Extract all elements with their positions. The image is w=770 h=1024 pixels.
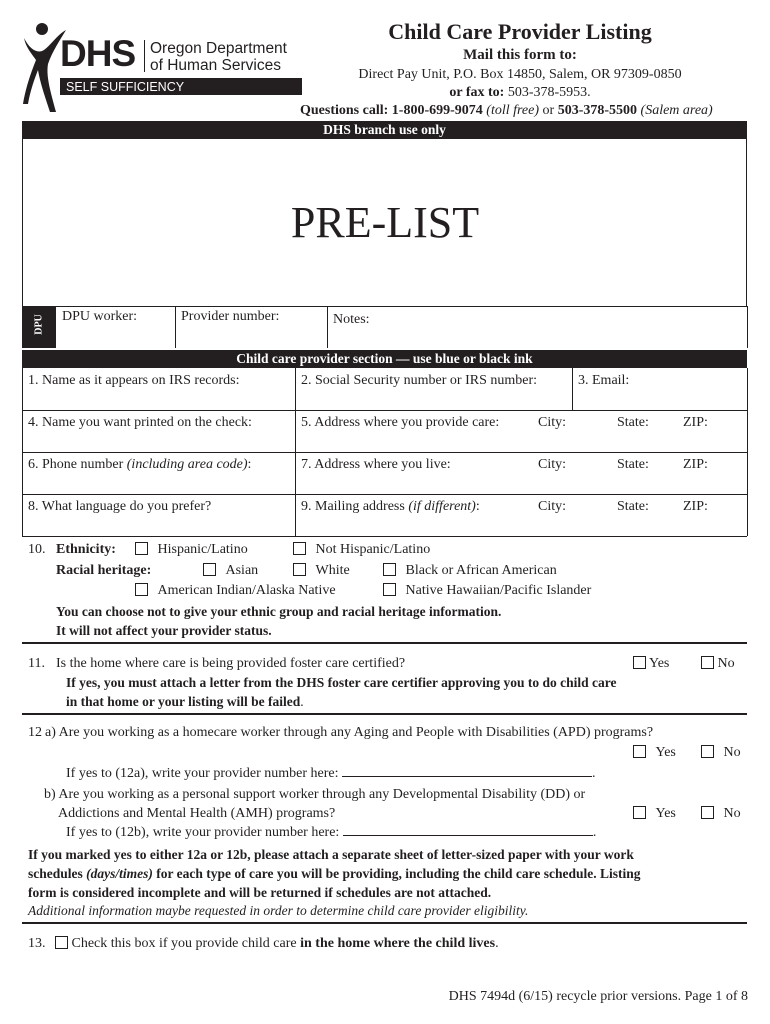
logo-mark: DHS (60, 33, 136, 74)
q11-yes-option[interactable] (633, 655, 669, 672)
hawaiian-checkbox[interactable] (383, 583, 396, 596)
q12a-followup (66, 764, 596, 782)
q4-check-name[interactable]: 4. Name you want printed on the check: (28, 415, 252, 430)
q11-note2-text: in that home or your listing will be failed (66, 694, 301, 709)
q11-question: Is the home where care is being provided foster care certified? (56, 656, 406, 671)
black-option[interactable] (383, 562, 557, 579)
q12b-followup-text: If yes to (12b), write your provider number here: (66, 825, 340, 840)
q11-note1: If yes, you must attach a letter from the DHS foster care certifier approving you to do child care (66, 675, 617, 690)
q12b-yes-option[interactable] (633, 805, 676, 822)
form-title: Child Care Provider Listing (388, 19, 652, 44)
q9-label: 9. Mailing address (301, 499, 405, 514)
dhs-logo (20, 20, 290, 115)
not-hispanic-checkbox[interactable] (293, 542, 306, 555)
phone-salem[interactable]: 503-378-5500 (557, 103, 638, 118)
racial-label: Racial heritage: (56, 563, 152, 578)
q12a-question: a) Are you working as a homecare worker through any Aging and People with Disabilities (APD) programs? (45, 725, 654, 740)
q12-number: 12 (28, 725, 42, 740)
american-indian-checkbox[interactable] (135, 583, 148, 596)
dpu-worker-field[interactable]: DPU worker: (62, 309, 138, 324)
q5-care-address[interactable]: 5. Address where you provide care: (301, 415, 500, 430)
q12b-yes-checkbox[interactable] (633, 806, 646, 819)
q12a-no-checkbox[interactable] (701, 745, 714, 758)
q12-bold-line1: If you marked yes to either 12a or 12b, please attach a separate sheet of letter-sized paper with your work (28, 847, 634, 862)
q11-number: 11. (28, 656, 45, 671)
q12a-yes-option[interactable] (633, 744, 676, 761)
q5-state: State: (617, 415, 649, 430)
q9-colon: : (475, 499, 480, 514)
q3-email[interactable]: 3. Email: (578, 373, 630, 388)
provider-bar: Child care provider section — use blue or black ink (22, 350, 747, 368)
q11-no-checkbox[interactable] (701, 656, 714, 669)
q12-bold2c: for each type of care you will be providing, including the child care schedule. Listing (156, 866, 641, 881)
hawaiian-option[interactable] (383, 582, 591, 599)
q12-italic-note: Additional information maybe requested in order to determine child care provider eligibility. (28, 903, 529, 918)
q13-end: . (495, 936, 499, 951)
questions-line (300, 102, 760, 120)
hispanic-label: Hispanic/Latino (157, 542, 248, 557)
hawaiian-label: Native Hawaiian/Pacific Islander (405, 583, 592, 598)
asian-checkbox[interactable] (203, 563, 216, 576)
q12a-period: . (592, 766, 596, 781)
q12b-period: . (592, 825, 597, 840)
form-footer: DHS 7494d (6/15) recycle prior versions. Page 1 of 8 (448, 989, 748, 1004)
white-option[interactable] (293, 562, 350, 579)
q7-city: City: (538, 457, 567, 472)
q9-zip: ZIP: (683, 499, 708, 514)
logo-line1: Oregon Department (150, 40, 287, 57)
q10-note2: It will not affect your provider status. (56, 623, 272, 638)
white-label: White (315, 563, 350, 578)
salem-note: (Salem area) (640, 103, 713, 118)
q9-state: State: (617, 499, 649, 514)
not-hispanic-option[interactable] (293, 541, 430, 558)
q5-zip: ZIP: (683, 415, 708, 430)
q8-language[interactable]: 8. What language do you prefer? (28, 499, 212, 514)
logo-line2: of Human Services (150, 57, 281, 74)
not-hispanic-label: Not Hispanic/Latino (315, 542, 431, 557)
q6-note: (including area code) (126, 457, 248, 472)
q12-bold2b: (days/times) (86, 866, 153, 881)
q12a-no-option[interactable] (701, 744, 741, 761)
questions-label: Questions call: (300, 103, 389, 118)
q13-number: 13. (28, 936, 46, 951)
q12a-yes-checkbox[interactable] (633, 745, 646, 758)
q11-yes-label: Yes (648, 656, 670, 671)
q13-option[interactable] (55, 935, 499, 952)
ethnicity-label: Ethnicity: (56, 542, 116, 557)
q12b-no-label: No (723, 806, 741, 821)
or-word: or (542, 103, 555, 118)
q2-ssn-irs[interactable]: 2. Social Security number or IRS number: (301, 373, 538, 388)
black-checkbox[interactable] (383, 563, 396, 576)
q9-mailing-address[interactable] (301, 498, 480, 515)
q12b-provider-number-input[interactable] (343, 823, 593, 836)
q12b-no-option[interactable] (701, 805, 741, 822)
phone-tollfree[interactable]: 1-800-699-9074 (391, 103, 483, 118)
q11-no-option[interactable] (701, 655, 735, 672)
dpu-side-label: DPU (33, 314, 45, 335)
asian-label: Asian (225, 563, 259, 578)
notes-field[interactable]: Notes: (333, 312, 370, 327)
q13-checkbox[interactable] (55, 936, 68, 949)
q9-city: City: (538, 499, 567, 514)
q11-yes-checkbox[interactable] (633, 656, 646, 669)
tollfree-note: (toll free) (486, 103, 540, 118)
fax-line (320, 84, 720, 102)
mail-label: Mail this form to: (463, 47, 577, 63)
q12a-followup-text: If yes to (12a), write your provider number here: (66, 766, 339, 781)
q7-zip: ZIP: (683, 457, 708, 472)
dpu-side-tab (22, 306, 56, 348)
q7-state: State: (617, 457, 649, 472)
q13-bold: in the home where the child lives (300, 936, 496, 951)
american-indian-label: American Indian/Alaska Native (157, 583, 336, 598)
q1-name-irs[interactable]: 1. Name as it appears on IRS records: (28, 373, 240, 388)
mail-address: Direct Pay Unit, P.O. Box 14850, Salem, OR 97309-0850 (358, 67, 682, 82)
q12b-no-checkbox[interactable] (701, 806, 714, 819)
q7-home-address[interactable]: 7. Address where you live: (301, 457, 451, 472)
q5-city: City: (538, 415, 567, 430)
asian-option[interactable] (203, 562, 258, 579)
q12a-no-label: No (723, 745, 741, 760)
logo-band (60, 78, 302, 95)
q12-bold-line2 (28, 865, 641, 883)
q12-bold-line3: form is considered incomplete and will be returned if schedules are not attached. (28, 885, 492, 900)
american-indian-option[interactable] (135, 582, 336, 599)
q12b-yes-label: Yes (655, 806, 676, 821)
q6-phone[interactable] (28, 456, 251, 473)
q11-note2-end: . (300, 694, 304, 709)
q6-colon: : (247, 457, 252, 472)
q12a-provider-number-input[interactable] (342, 764, 592, 777)
logo-band-text: SELF SUFFICIENCY (66, 80, 185, 94)
white-checkbox[interactable] (293, 563, 306, 576)
branch-bar: DHS branch use only (22, 121, 747, 139)
q12b-followup (66, 823, 596, 841)
hispanic-checkbox[interactable] (135, 542, 148, 555)
hispanic-option[interactable] (135, 541, 248, 558)
q12b-question2: Addictions and Mental Health (AMH) programs? (58, 806, 336, 821)
fax-label: or fax to: (449, 85, 505, 100)
q12-bold2a: schedules (28, 866, 83, 881)
q6-label: 6. Phone number (28, 457, 124, 472)
pre-list-stamp: PRE-LIST (290, 198, 480, 247)
q11-no-label: No (717, 656, 735, 671)
q10-note1: You can choose not to give your ethnic group and racial heritage information. (56, 604, 502, 619)
q12a-yes-label: Yes (655, 745, 676, 760)
q10-number: 10. (28, 542, 46, 557)
q13-text: Check this box if you provide child care (71, 936, 297, 951)
q11-note2 (66, 693, 304, 710)
black-label: Black or African American (405, 563, 557, 578)
provider-number-field[interactable]: Provider number: (181, 309, 280, 324)
q9-note: (if different) (408, 499, 476, 514)
q12b-question1: b) Are you working as a personal support worker through any Developmental Disability (DD) or (44, 787, 586, 802)
fax-number: 503-378-5953. (507, 85, 591, 100)
